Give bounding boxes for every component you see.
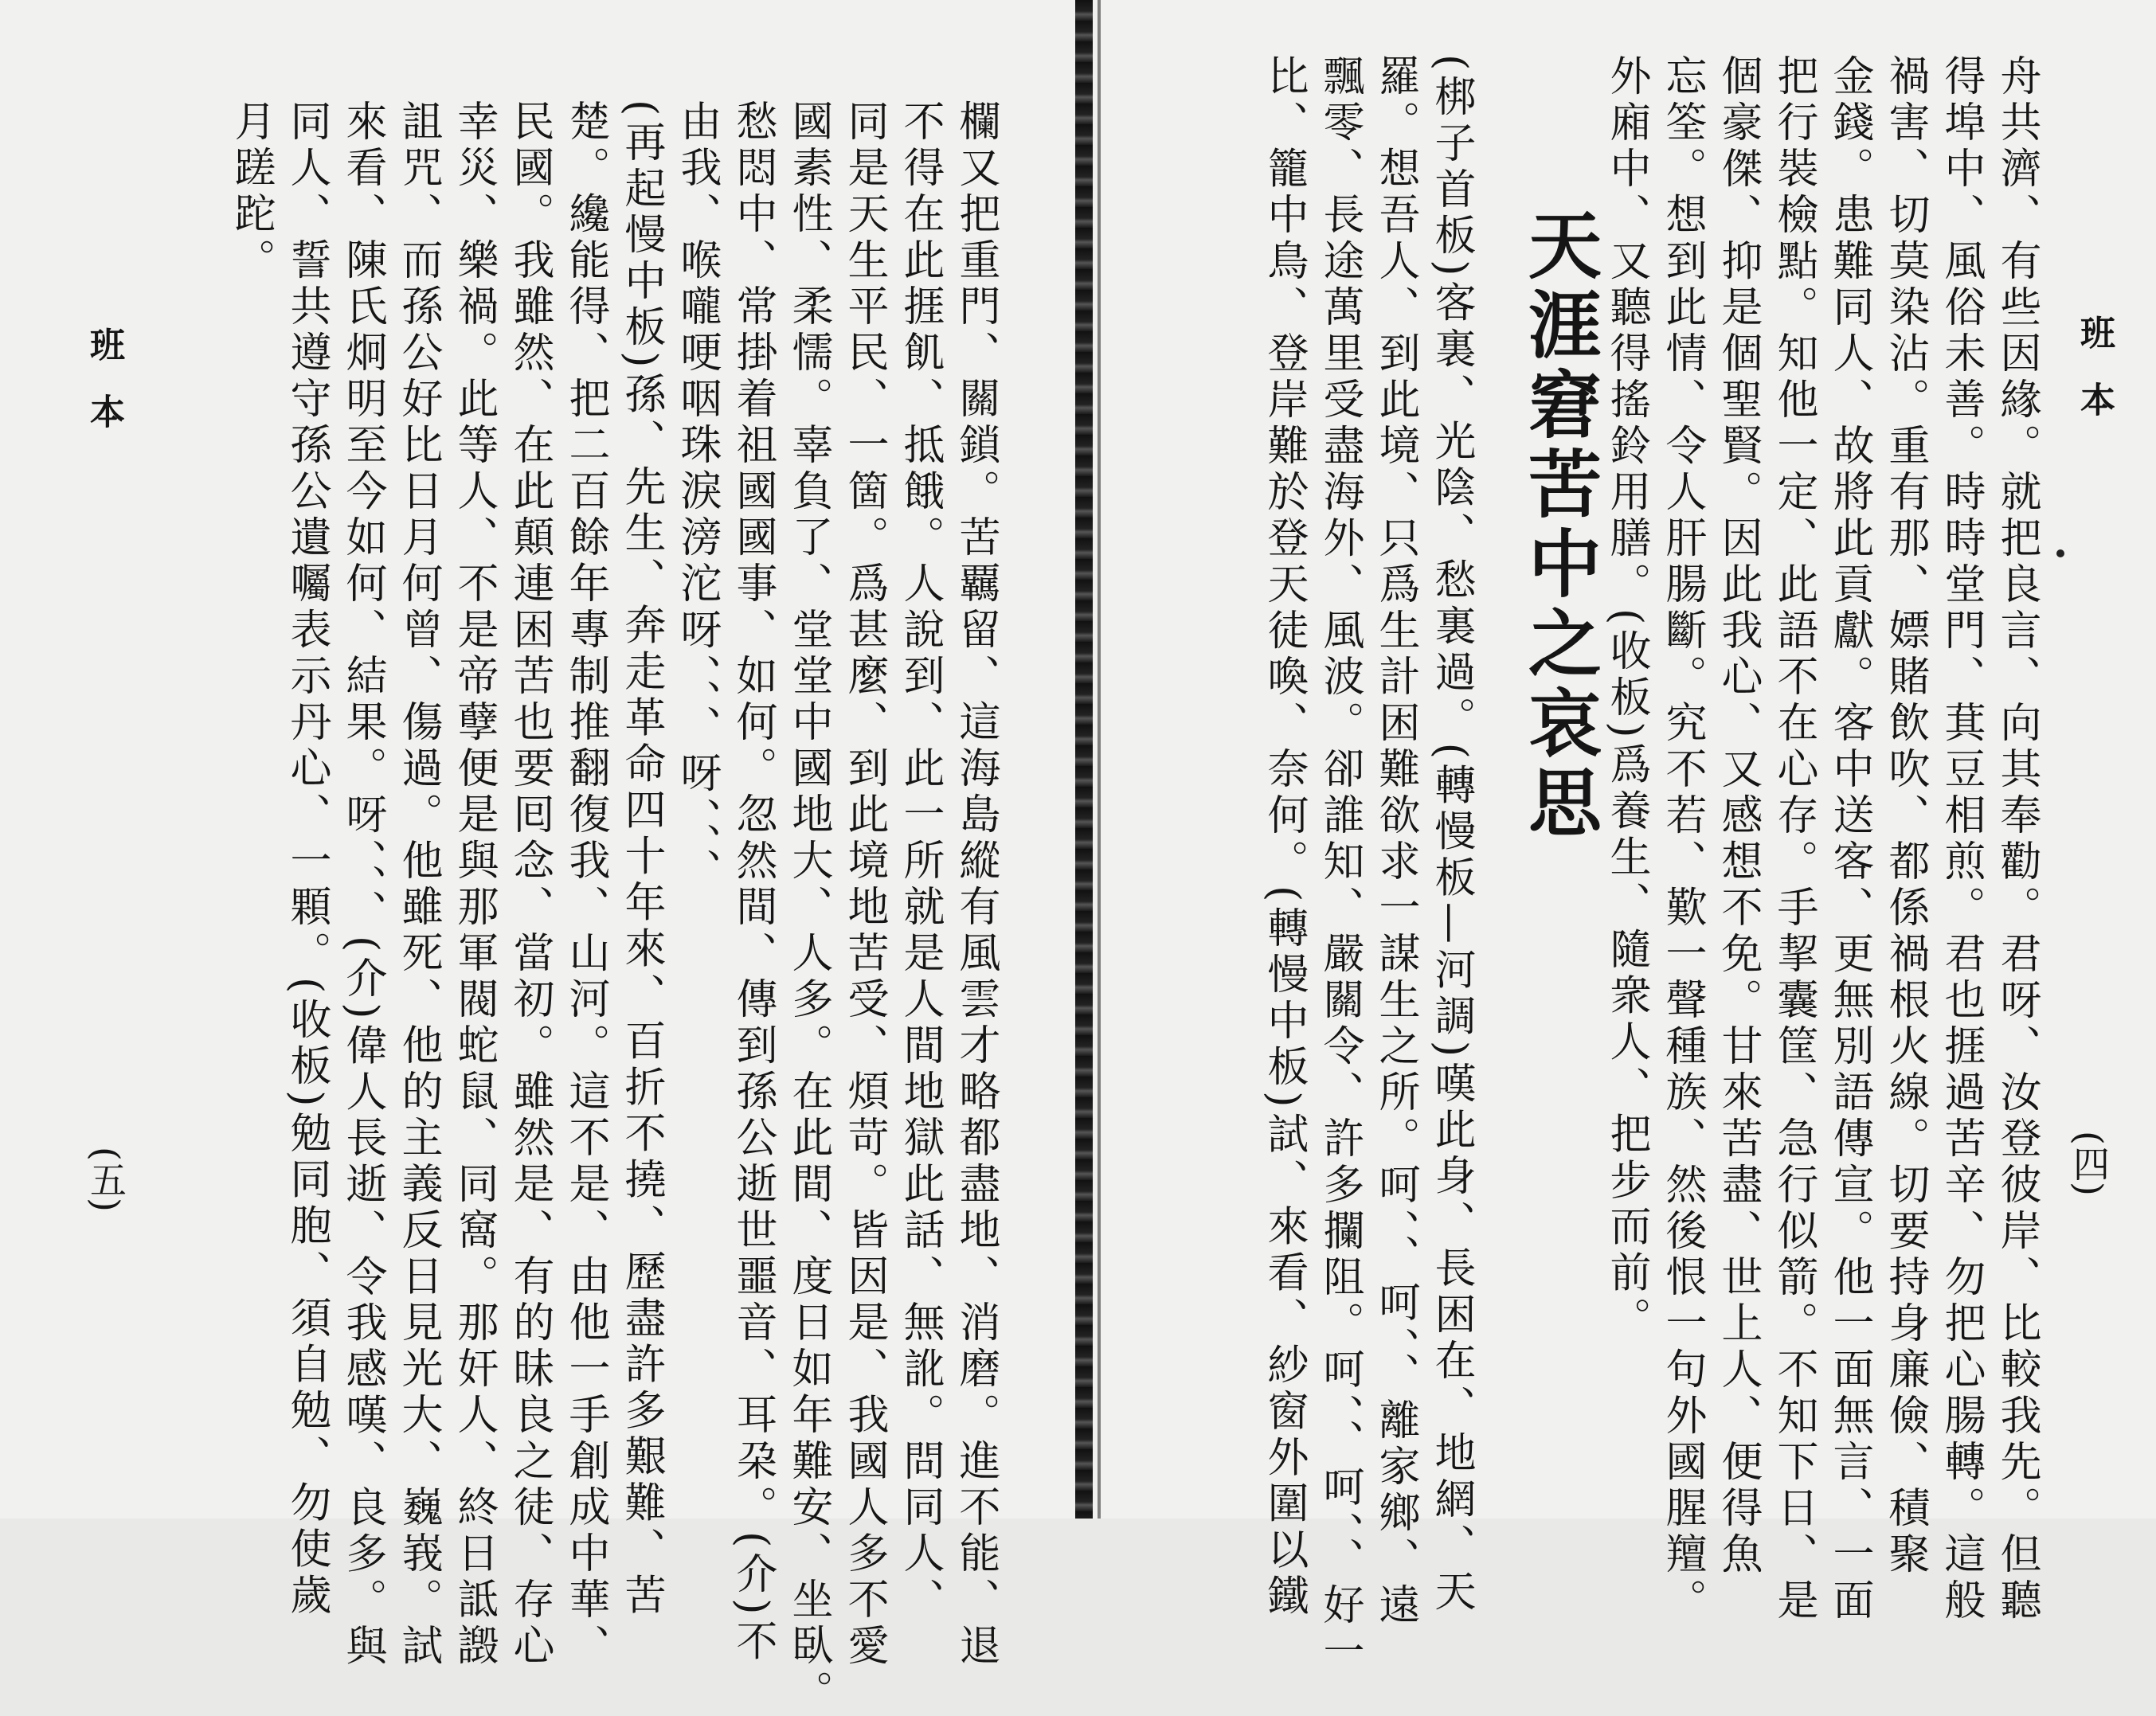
left-column-8: 楚。纔能得、把二百餘年專制推翻復我、山河。這不是、由他一手創成中華、 — [561, 100, 609, 1670]
right-column-2: 得埠中、風俗未善。時時堂門、萁豆相煎。君也捱過苦辛、勿把心腸轉。這般 — [1937, 54, 1985, 1624]
left-column-11: 詛咒、而孫公好比日月何曾、傷過。他雖死、他的主義反日見光大、巍峩。試 — [394, 100, 442, 1670]
right-column-8: 外廂中、又聽得搖鈴用膳。(收板)爲養生、隨衆人、把步而前。 — [1602, 54, 1650, 1343]
left-column-12: 來看、陳氏炯明至今如何、結果。呀、、、(介)偉人長逝、令我感嘆、良多。與 — [338, 100, 386, 1671]
right-column-12: 比、籠中鳥、登岸難於登天徒喚、奈何。(轉慢中板)試、來看、紗窗外圍以鐵 — [1260, 54, 1308, 1620]
right-column-11: 飄零、長途萬里受盡海外、風波。卻誰知、嚴關令、許多攔阻。呵、、呵、、好一 — [1316, 54, 1364, 1675]
right-page-header: 班本 — [2074, 315, 2115, 448]
left-page — [0, 0, 1075, 1716]
right-column-4: 金錢。患難同人、故將此貢獻。客中送客、更無別語傳宣。他一面無言、一面 — [1825, 54, 1873, 1624]
gutter-shadow — [1098, 0, 1101, 1519]
right-page-number: (四) — [2068, 1131, 2111, 1196]
right-column-6: 個豪傑、抑是個聖賢。因此我心、又感想不免。甘來苦盡、世上人、便得魚 — [1714, 54, 1762, 1578]
section-title: 天涯窘苦中之哀思 — [1516, 207, 1602, 844]
right-column-5: 把行裝檢點。知他一定、此語不在心存。手挈囊筐、急行似箭。不知下日、是 — [1770, 54, 1818, 1624]
right-column-7: 忘筌。想到此情、令人肝腸斷。究不若、歎一聲種族、然後恨一句外國腥羶。 — [1658, 54, 1706, 1624]
ink-dot — [2056, 549, 2064, 557]
right-column-1: 舟共濟、有些因緣。就把良言、向其奉勸。君呀、汝登彼岸、比較我先。但聽 — [1993, 54, 2041, 1624]
left-column-5: 愁悶中、常掛着祖國國事、如何。忽然間、傳到孫公逝世噩音、耳朶。(介)不 — [729, 100, 777, 1666]
right-column-3: 禍害、切莫染沾。重有那、嫖賭飲吹、都係禍根火線。切要持身廉儉、積聚 — [1881, 54, 1929, 1578]
left-column-2: 不得在此捱飢、抵餓。人說到、此一所就是人間地獄此話、無訛。問同人、 — [896, 100, 944, 1624]
right-page — [1093, 0, 2156, 1675]
left-column-6: 由我、喉嚨哽咽珠淚滂沱呀、、、呀、、、 — [673, 100, 721, 894]
left-column-3: 同是天生平民、一箇。爲甚麼、到此境地苦受、煩苛。皆因是、我國人多不愛 — [840, 100, 888, 1670]
left-page-number: (五) — [84, 1147, 127, 1212]
left-column-7: (再起慢中板)孫、先生、奔走革命四十年來、百折不撓、歷盡許多艱難、苦 — [617, 100, 665, 1620]
left-column-13: 同人、誓共遵守孫公遺囑表示丹心、一顆。(收板)勉同胞、須自勉、勿使歲 — [283, 100, 331, 1620]
book-gutter — [1075, 0, 1093, 1519]
right-column-9: (梆子首板)客裏、光陰、愁裏過。(轉慢板—河調)嘆此身、長困在、地網、天 — [1427, 54, 1475, 1616]
left-column-4: 國素性、柔懦。辜負了、堂堂中國地大、人多。在此間、度日如年難安、坐臥。 — [785, 100, 832, 1716]
left-column-1: 欄又把重門、關鎖。苦覊留、這海島縱有風雲才略都盡地、消磨。進不能、退 — [952, 100, 1000, 1670]
right-column-10: 羅。想吾人、到此境、只爲生計困難欲求一謀生之所。呵、、呵、、離家鄉、遠 — [1371, 54, 1419, 1629]
left-page-header: 班本 — [84, 326, 124, 460]
left-column-14: 月蹉跎。 — [227, 100, 275, 284]
left-column-10: 幸災、樂禍。此等人、不是帝孽便是與那軍閥蛇鼠、同窩。那奸人、終日詆譭 — [450, 100, 498, 1670]
left-column-9: 民國。我雖然、在此顛連困苦也要囘念、當初。雖然是、有的昧良之徒、存心 — [506, 100, 554, 1670]
